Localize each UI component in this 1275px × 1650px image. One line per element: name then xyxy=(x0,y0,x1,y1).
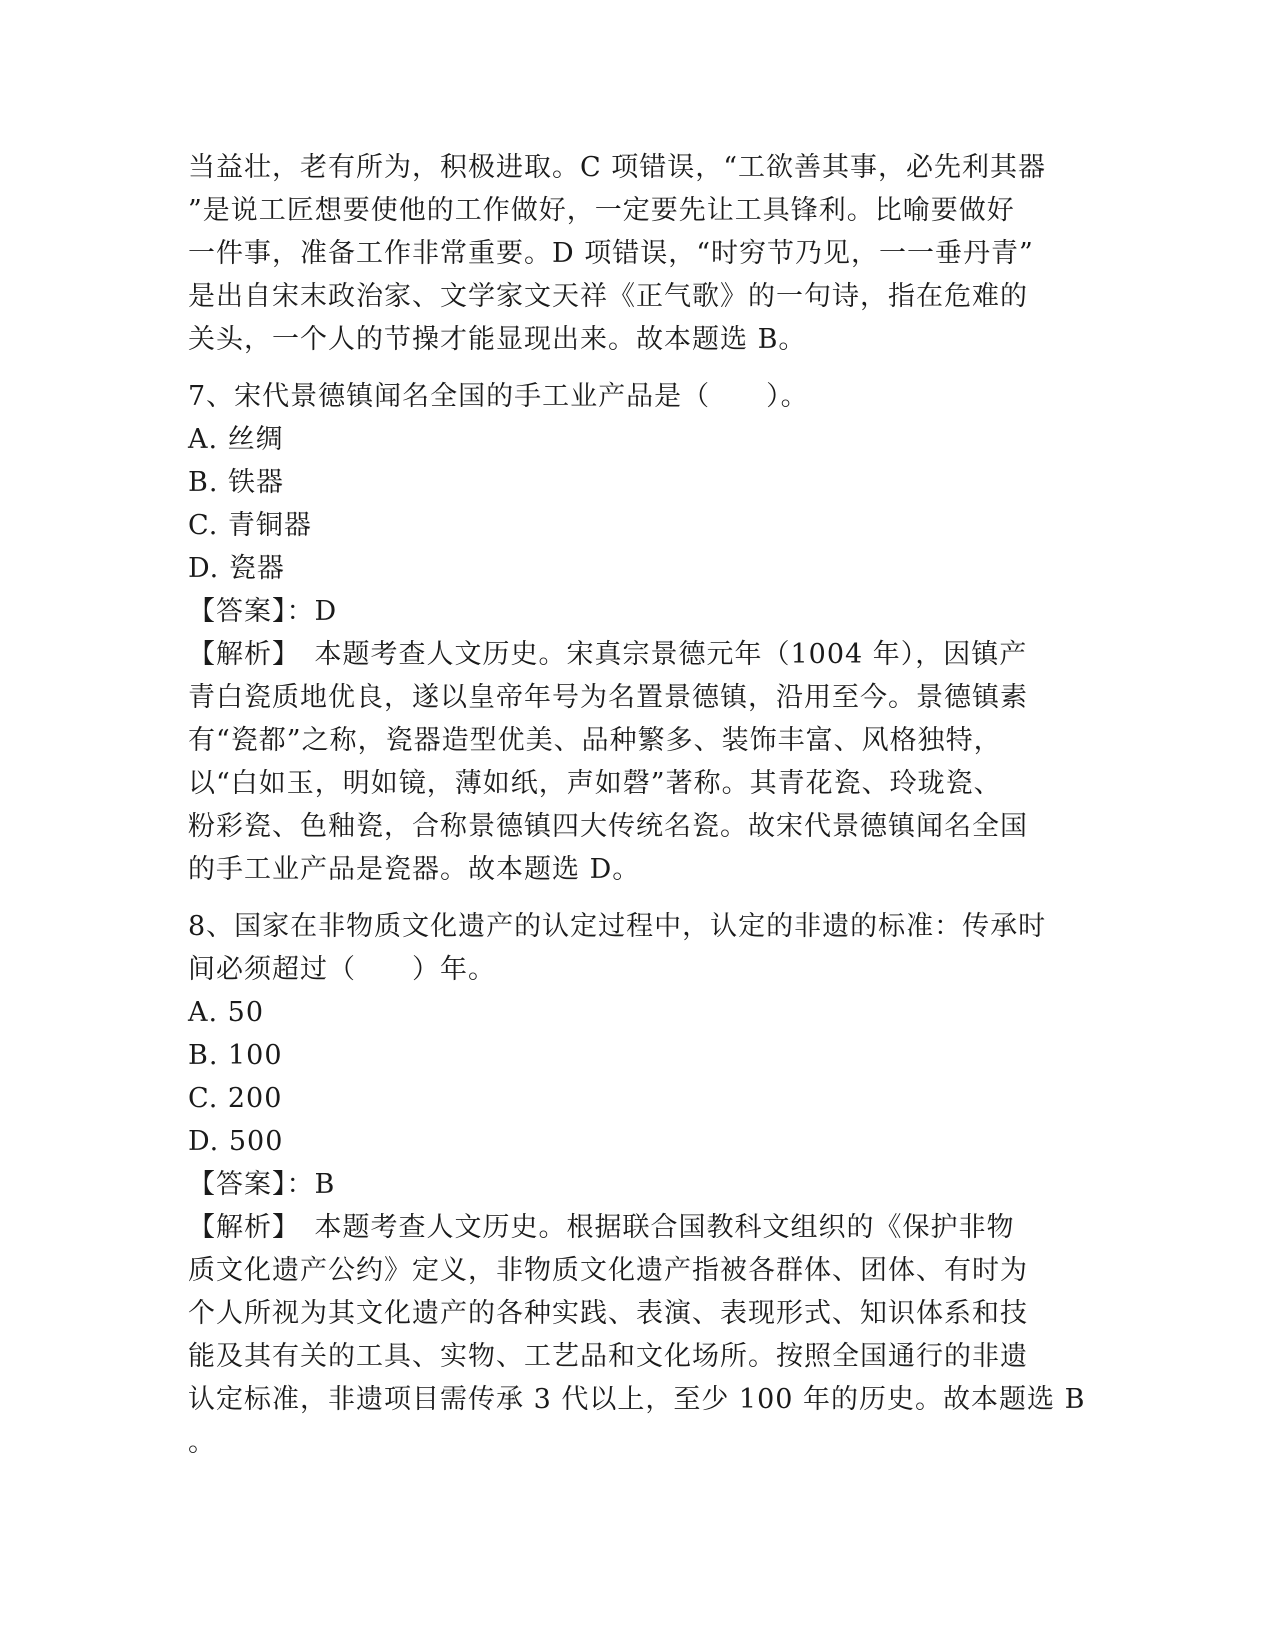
question-8 xyxy=(188,905,1088,1464)
explanation-line: 质文化遗产公约》定义，非物质文化遗产指被各群体、团体、有时为 xyxy=(188,1255,1028,1286)
explanation-line: 粉彩瓷、色釉瓷，合称景德镇四大传统名瓷。故宋代景德镇闻名全国 xyxy=(188,811,1028,842)
option-c: C. 青铜器 xyxy=(188,510,312,541)
explanation-line: 以“白如玉，明如镜，薄如纸，声如磬”著称。其青花瓷、玲珑瓷、 xyxy=(188,768,1002,799)
explanation-line: 能及其有关的工具、实物、工艺品和文化场所。按照全国通行的非遗 xyxy=(188,1341,1028,1372)
text-line: ”是说工匠想要使他的工作做好，一定要先让工具锋利。比喻要做好 xyxy=(188,195,1015,226)
spacer xyxy=(188,361,1088,375)
option-b: B. 铁器 xyxy=(188,467,285,498)
text-line: 是出自宋末政治家、文学家文天祥《正气歌》的一句诗，指在危难的 xyxy=(188,281,1028,312)
text-line: 关头，一个人的节操才能显现出来。故本题选 B。 xyxy=(188,324,807,355)
explanation-line: 个人所视为其文化遗产的各种实践、表演、表现形式、知识体系和技 xyxy=(188,1298,1028,1329)
option-d: D. 瓷器 xyxy=(188,553,285,584)
explanation-line: 认定标准，非遗项目需传承 3 代以上，至少 100 年的历史。故本题选 B xyxy=(188,1384,1086,1415)
option-a: A. 丝绸 xyxy=(188,424,284,455)
explanation-line: 。 xyxy=(188,1427,216,1458)
question-7 xyxy=(188,375,1088,891)
explanation-line: 青白瓷质地优良，遂以皇帝年号为名置景德镇，沿用至今。景德镇素 xyxy=(188,682,1028,713)
explanation-line: 【解析】 本题考查人文历史。宋真宗景德元年（1004 年），因镇产 xyxy=(188,639,1028,670)
spacer xyxy=(188,891,1088,905)
question-text: 7、宋代景德镇闻名全国的手工业产品是（ ）。 xyxy=(188,381,809,412)
question-text: 间必须超过（ ）年。 xyxy=(188,954,496,985)
option-c: C. 200 xyxy=(188,1083,283,1114)
previous-explanation xyxy=(188,146,1088,361)
answer-line: 【答案】：B xyxy=(188,1169,336,1200)
explanation-line: 有“瓷都”之称，瓷器造型优美、品种繁多、装饰丰富、风格独特， xyxy=(188,725,1002,756)
answer-line: 【答案】：D xyxy=(188,596,338,627)
explanation-line: 的手工业产品是瓷器。故本题选 D。 xyxy=(188,854,641,885)
text-line: 当益壮，老有所为，积极进取。C 项错误，“工欲善其事，必先利其器 xyxy=(188,152,1047,183)
document-page xyxy=(188,146,1088,1464)
explanation-line: 【解析】 本题考查人文历史。根据联合国教科文组织的《保护非物 xyxy=(188,1212,1015,1243)
question-text: 8、国家在非物质文化遗产的认定过程中，认定的非遗的标准：传承时 xyxy=(188,911,1047,942)
option-a: A. 50 xyxy=(188,997,265,1028)
option-b: B. 100 xyxy=(188,1040,283,1071)
option-d: D. 500 xyxy=(188,1126,284,1157)
text-line: 一件事，准备工作非常重要。D 项错误，“时穷节乃见，一一垂丹青” xyxy=(188,238,1034,269)
